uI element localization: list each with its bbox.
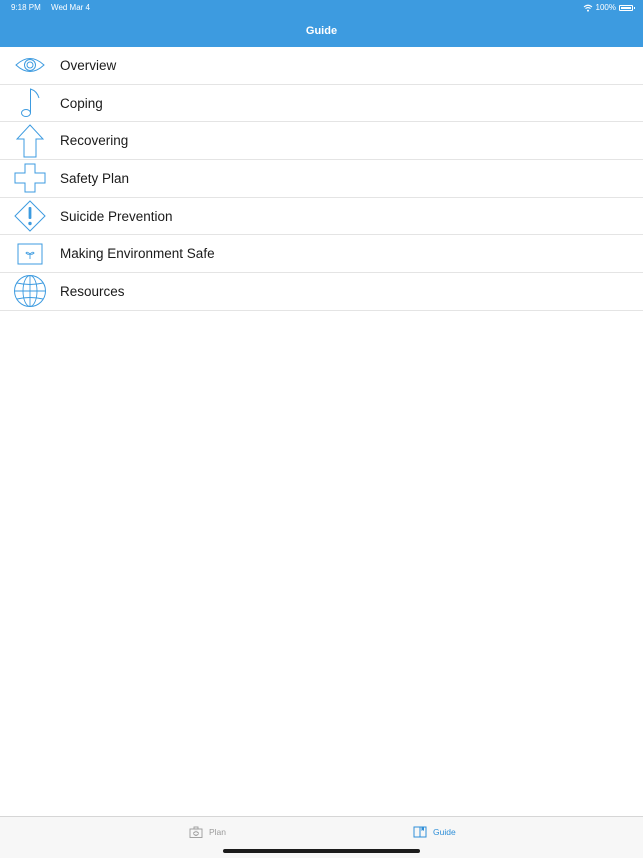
status-right xyxy=(583,3,633,12)
home-indicator[interactable] xyxy=(223,849,420,853)
battery-percent: 100% xyxy=(595,3,616,12)
battery-icon xyxy=(619,5,633,11)
guide-item-label: Safety Plan xyxy=(60,170,130,186)
globe-icon xyxy=(0,273,60,310)
status-left xyxy=(11,3,98,12)
guide-item-resources[interactable] xyxy=(0,273,643,311)
music-note-icon xyxy=(0,85,60,122)
first-aid-kit-icon xyxy=(189,826,203,838)
navigation-bar xyxy=(0,15,643,47)
warning-diamond-icon xyxy=(0,198,60,235)
guide-item-label: Recovering xyxy=(60,133,129,149)
guide-item-label: Making Environment Safe xyxy=(60,246,215,262)
guide-item-suicide-prevention[interactable] xyxy=(0,198,643,236)
eye-icon xyxy=(0,47,60,84)
guide-item-environment-safe[interactable] xyxy=(0,235,643,273)
guide-item-label: Suicide Prevention xyxy=(60,208,173,224)
tab-plan-label: Plan xyxy=(209,827,227,837)
wifi-icon xyxy=(583,4,593,12)
guide-list xyxy=(0,47,643,311)
cross-icon xyxy=(0,160,60,197)
tab-guide[interactable] xyxy=(413,826,456,838)
sprout-box-icon xyxy=(0,235,60,272)
guide-item-recovering[interactable] xyxy=(0,122,643,160)
status-time: 9:18 PM xyxy=(11,3,41,12)
guide-item-coping[interactable] xyxy=(0,85,643,123)
guide-item-label: Coping xyxy=(60,95,103,111)
book-icon xyxy=(413,826,427,838)
arrow-up-icon xyxy=(0,122,60,159)
guide-item-overview[interactable] xyxy=(0,47,643,85)
guide-item-label: Overview xyxy=(60,57,117,73)
status-date: Wed Mar 4 xyxy=(51,3,91,12)
status-bar xyxy=(0,0,643,15)
guide-item-safety-plan[interactable] xyxy=(0,160,643,198)
guide-item-label: Resources xyxy=(60,283,125,299)
tab-guide-label: Guide xyxy=(433,827,456,837)
page-title: Guide xyxy=(305,25,338,37)
tab-plan[interactable] xyxy=(189,826,226,838)
